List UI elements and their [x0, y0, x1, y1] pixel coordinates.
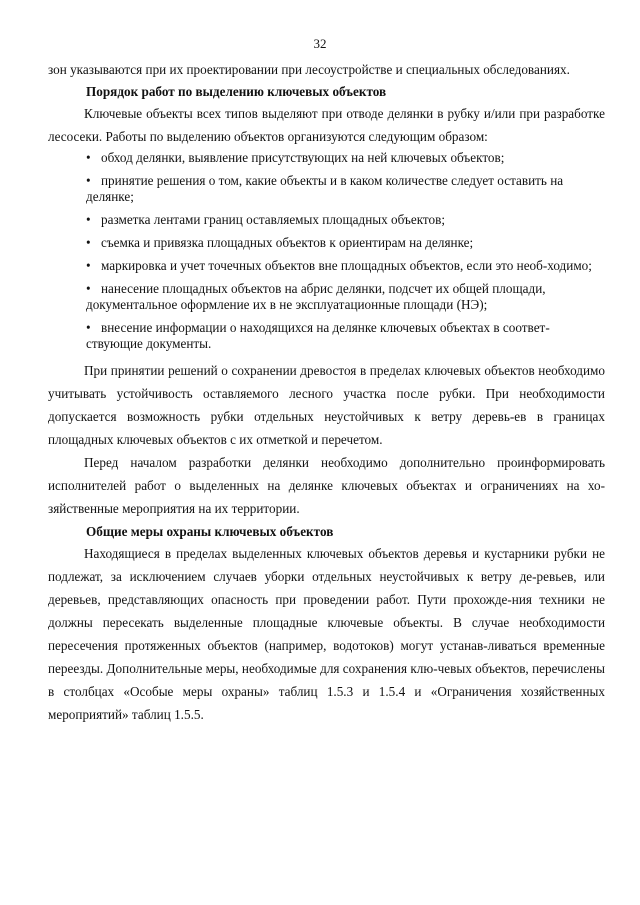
work-steps-list: [48, 150, 605, 352]
bullet-icon: •: [86, 281, 91, 296]
list-item: [48, 150, 605, 166]
list-item: [48, 173, 605, 205]
paragraph-stand-preservation: При принятии решений о сохранении древостоя в пределах ключевых объектов необходимо учитывать устойчивость оставляемого лесного участка после рубки. При необходимости допускается возможность рубки отдельных неустойчивых к ветру деревь-ев в границах площадных ключевых объектов с их отметкой и перечетом.: [48, 363, 605, 447]
page-content: [48, 61, 605, 726]
page-number: 32: [313, 36, 327, 51]
bullet-icon: •: [86, 258, 91, 273]
list-item-text: обход делянки, выявление присутствующих на ней ключевых объектов;: [101, 150, 505, 165]
list-item: [48, 212, 605, 228]
paragraph-protection-measures: Находящиеся в пределах выделенных ключевых объектов деревья и кустарники рубки не подлежат, за исключением случаев уборки отдельных неустойчивых к ветру де-ревьев, или деревьев, представляющих опасность при проведении работ. Пути прохожде-ния техники не должны пересекать выделенные площадные ключевые объекты. В случае необходимости пересечения протяженных объектов (например, водотоков) могут устанав-ливаться временные переезды. Дополнительные меры, необходимые для сохранения клю-чевых объектов, перечислены в столбцах «Особые меры охраны» таблиц 1.5.3 и 1.5.4 и «Ограничения хозяйственных мероприятий» таблиц 1.5.5.: [48, 546, 605, 722]
list-item-text: нанесение площадных объектов на абрис делянки, подсчет их общей площади, документальное оформление их в не эксплуатационные площади (НЭ);: [86, 281, 546, 312]
bullet-icon: •: [86, 235, 91, 250]
list-item-text: разметка лентами границ оставляемых площадных объектов;: [101, 212, 445, 227]
section-heading-protection: Общие меры охраны ключевых объектов: [86, 524, 334, 539]
list-item-text: внесение информации о находящихся на делянке ключевых объектах в соответ-ствующие документы.: [86, 320, 550, 351]
paragraph-continuation: зон указываются при их проектировании при лесоустройстве и специальных обследованиях.: [48, 62, 570, 77]
list-item: [48, 258, 605, 274]
list-item: [48, 320, 605, 352]
list-item-text: съемка и привязка площадных объектов к ориентирам на делянке;: [101, 235, 474, 250]
list-item-text: принятие решения о том, какие объекты и в каком количестве следует оставить на делянке;: [86, 173, 564, 204]
list-item-text: маркировка и учет точечных объектов вне площадных объектов, если это необ-ходимо;: [101, 258, 592, 273]
section-heading-work-order: Порядок работ по выделению ключевых объектов: [86, 84, 387, 99]
bullet-icon: •: [86, 320, 91, 335]
list-item: [48, 281, 605, 313]
bullet-icon: •: [86, 150, 91, 165]
bullet-icon: •: [86, 173, 91, 188]
bullet-icon: •: [86, 212, 91, 227]
paragraph-intro: Ключевые объекты всех типов выделяют при отводе делянки в рубку и/или при разработке лесосеки. Работы по выделению объектов организуются следующим образом:: [48, 106, 605, 144]
list-item: [48, 235, 605, 251]
paragraph-inform-workers: Перед началом разработки делянки необходимо дополнительно проинформировать исполнителей работ о выделенных на делянке ключевых объектах и ограничениях на хо-зяйственные мероприятия на их территории.: [48, 455, 605, 516]
